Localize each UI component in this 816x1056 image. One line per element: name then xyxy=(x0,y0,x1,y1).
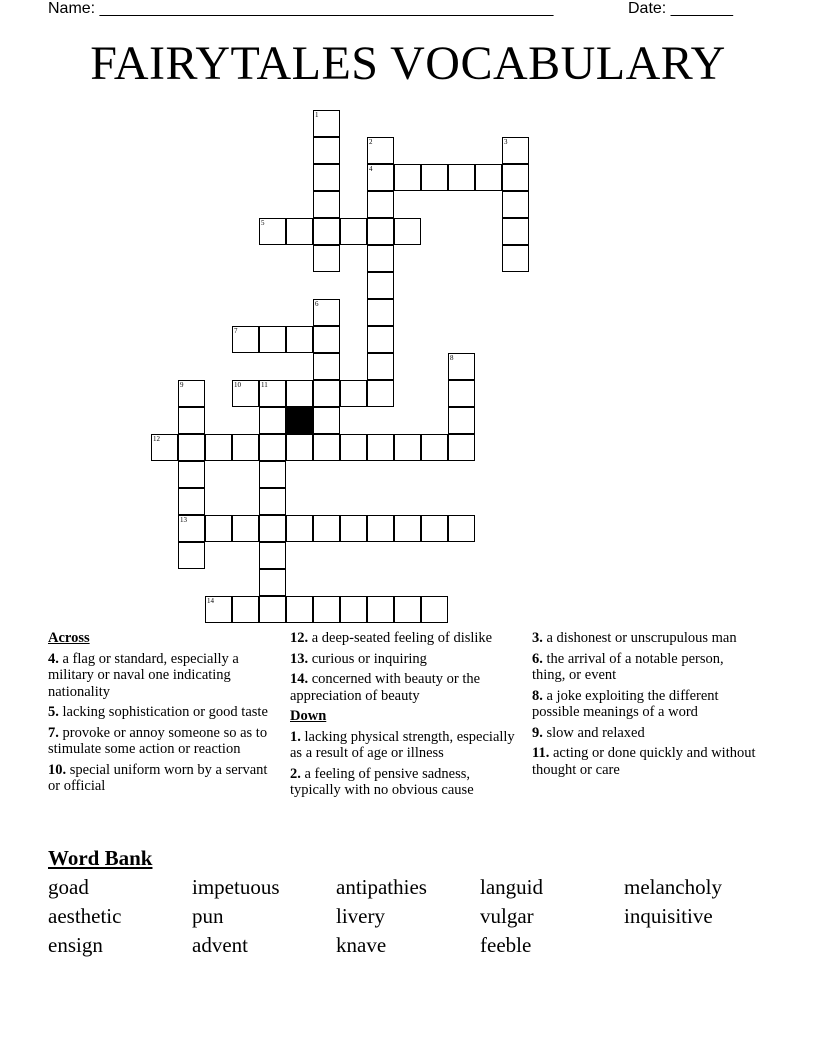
name-line: Name: ___________________________________________________ xyxy=(48,0,554,17)
grid-cell[interactable] xyxy=(367,164,394,191)
grid-cell[interactable] xyxy=(448,515,475,542)
clue-number: 1 xyxy=(315,111,319,119)
word-bank-word: knave xyxy=(336,933,387,957)
grid-cell[interactable] xyxy=(286,326,313,353)
grid-cell[interactable] xyxy=(259,569,286,596)
grid-cell[interactable] xyxy=(448,164,475,191)
clue-text: slow and relaxed xyxy=(542,724,645,741)
grid-cell[interactable] xyxy=(313,137,340,164)
down-heading: Down xyxy=(290,708,327,724)
grid-cell[interactable] xyxy=(178,434,205,461)
clue xyxy=(48,651,278,701)
grid-cell[interactable] xyxy=(340,380,367,407)
clue-number: 2. xyxy=(290,765,301,782)
grid-cell[interactable] xyxy=(178,542,205,569)
grid-cell[interactable] xyxy=(259,434,286,461)
clue xyxy=(532,630,757,647)
clue-text: a feeling of pensive sadness, typically with no obvious cause xyxy=(290,765,474,798)
clue xyxy=(532,688,757,721)
grid-cell[interactable] xyxy=(259,542,286,569)
clue xyxy=(290,651,515,668)
grid-cell[interactable] xyxy=(259,488,286,515)
word-bank-word: impetuous xyxy=(192,875,280,899)
grid-cell[interactable] xyxy=(313,218,340,245)
clue-number: 10 xyxy=(234,381,241,389)
grid-cell[interactable] xyxy=(313,245,340,272)
grid-cell[interactable] xyxy=(313,110,340,137)
clue xyxy=(48,704,278,721)
clue-number: 11. xyxy=(532,745,550,761)
grid-cell[interactable] xyxy=(421,596,448,623)
grid-cell[interactable] xyxy=(178,515,205,542)
grid-cell[interactable] xyxy=(259,407,286,434)
grid-black-cell xyxy=(286,407,313,434)
grid-cell[interactable] xyxy=(313,515,340,542)
grid-cell[interactable] xyxy=(178,461,205,488)
clue-number: 9 xyxy=(180,381,184,389)
grid-cell[interactable] xyxy=(178,488,205,515)
clue-number: 12. xyxy=(290,630,309,646)
grid-cell[interactable] xyxy=(367,137,394,164)
grid-cell[interactable] xyxy=(340,434,367,461)
grid-cell[interactable] xyxy=(367,326,394,353)
grid-cell[interactable] xyxy=(313,407,340,434)
word-bank-word: feeble xyxy=(480,933,532,957)
grid-cell[interactable] xyxy=(475,164,502,191)
word-bank-word: aesthetic xyxy=(48,904,122,928)
grid-cell[interactable] xyxy=(286,434,313,461)
grid-cell[interactable] xyxy=(367,191,394,218)
grid-cell[interactable] xyxy=(205,596,232,623)
grid-cell[interactable] xyxy=(313,596,340,623)
clue-number: 14 xyxy=(207,597,214,605)
clue-number: 1. xyxy=(290,728,301,745)
grid-cell[interactable] xyxy=(421,164,448,191)
grid-cell[interactable] xyxy=(313,353,340,380)
clue xyxy=(290,630,515,647)
word-bank-word: ensign xyxy=(48,933,103,957)
grid-cell[interactable] xyxy=(394,515,421,542)
grid-cell[interactable] xyxy=(367,353,394,380)
grid-cell[interactable] xyxy=(394,164,421,191)
clue-text: provoke or annoy someone so as to stimulate some action or reaction xyxy=(48,724,268,757)
grid-cell[interactable] xyxy=(313,380,340,407)
grid-cell[interactable] xyxy=(259,461,286,488)
grid-cell[interactable] xyxy=(286,515,313,542)
clues-column-1 xyxy=(48,630,278,799)
clues-column-3 xyxy=(532,630,757,782)
clue-text: lacking sophistication or good taste xyxy=(58,704,268,720)
grid-cell[interactable] xyxy=(259,515,286,542)
grid-cell[interactable] xyxy=(367,272,394,299)
word-bank-word: goad xyxy=(48,875,89,899)
clue-number: 8 xyxy=(450,354,454,362)
clue-text: concerned with beauty or the appreciation of beauty xyxy=(290,671,481,704)
grid-cell[interactable] xyxy=(502,137,529,164)
clue-text: the arrival of a notable person, thing, or event xyxy=(532,650,724,683)
grid-cell[interactable] xyxy=(340,218,367,245)
word-bank-word: languid xyxy=(480,875,543,899)
clue-text: special uniform worn by a servant or official xyxy=(48,761,268,794)
grid-cell[interactable] xyxy=(367,245,394,272)
clue-text: lacking physical strength, especially as a result of age or illness xyxy=(290,728,515,761)
grid-cell[interactable] xyxy=(313,299,340,326)
grid-cell[interactable] xyxy=(178,380,205,407)
grid-cell[interactable] xyxy=(367,380,394,407)
clue-number: 4. xyxy=(48,650,59,667)
word-bank-word: inquisitive xyxy=(624,904,713,928)
grid-cell[interactable] xyxy=(259,380,286,407)
grid-cell[interactable] xyxy=(232,326,259,353)
grid-cell[interactable] xyxy=(367,299,394,326)
word-bank-word: pun xyxy=(192,904,224,928)
grid-cell[interactable] xyxy=(394,218,421,245)
clue-number: 13 xyxy=(180,516,187,524)
clue-text: a flag or standard, especially a military or naval one indicating nationality xyxy=(48,650,239,700)
clues-column-2 xyxy=(290,630,515,803)
grid-cell[interactable] xyxy=(259,596,286,623)
grid-cell[interactable] xyxy=(286,218,313,245)
grid-cell[interactable] xyxy=(421,434,448,461)
grid-cell[interactable] xyxy=(259,326,286,353)
grid-cell[interactable] xyxy=(394,596,421,623)
clue-number: 9. xyxy=(532,724,543,741)
clue xyxy=(48,725,278,758)
clue-text: a joke exploiting the different possible meanings of a word xyxy=(532,687,719,720)
word-bank-word: melancholy xyxy=(624,875,722,899)
clue-number: 13. xyxy=(290,650,309,667)
grid-cell[interactable] xyxy=(232,596,259,623)
word-bank-word: antipathies xyxy=(336,875,427,899)
grid-cell[interactable] xyxy=(340,596,367,623)
grid-cell[interactable] xyxy=(205,434,232,461)
clue xyxy=(532,651,757,684)
grid-cell[interactable] xyxy=(286,596,313,623)
clue-text: curious or inquiring xyxy=(308,650,427,667)
clue-number: 7 xyxy=(234,327,238,335)
clue xyxy=(290,766,515,799)
clue-number: 7. xyxy=(48,724,59,741)
word-bank-word: advent xyxy=(192,933,248,957)
clue-number: 12 xyxy=(153,435,160,443)
clue-number: 2 xyxy=(369,138,373,146)
grid-cell[interactable] xyxy=(448,434,475,461)
date-line: Date: _______ xyxy=(628,0,733,17)
clue-text: acting or done quickly and without thought or care xyxy=(532,745,756,778)
clue-text: a deep-seated feeling of dislike xyxy=(308,630,493,646)
grid-cell[interactable] xyxy=(232,515,259,542)
grid-cell[interactable] xyxy=(367,434,394,461)
grid-cell[interactable] xyxy=(313,164,340,191)
grid-cell[interactable] xyxy=(259,218,286,245)
clue-number: 8. xyxy=(532,687,543,704)
clue xyxy=(290,671,515,704)
grid-cell[interactable] xyxy=(178,407,205,434)
grid-cell[interactable] xyxy=(232,380,259,407)
word-bank-word: vulgar xyxy=(480,904,534,928)
grid-cell[interactable] xyxy=(448,353,475,380)
page-title: FAIRYTALES VOCABULARY xyxy=(90,37,726,90)
clue-number: 3 xyxy=(504,138,508,146)
clue-number: 6 xyxy=(315,300,319,308)
grid-cell[interactable] xyxy=(151,434,178,461)
grid-cell[interactable] xyxy=(502,245,529,272)
grid-cell[interactable] xyxy=(502,191,529,218)
grid-cell[interactable] xyxy=(313,191,340,218)
clue-number: 3. xyxy=(532,630,543,646)
clue xyxy=(290,729,515,762)
grid-cell[interactable] xyxy=(367,218,394,245)
grid-cell[interactable] xyxy=(394,434,421,461)
clue-number: 6. xyxy=(532,650,543,667)
clue-number: 10. xyxy=(48,761,67,778)
grid-cell[interactable] xyxy=(448,380,475,407)
grid-cell[interactable] xyxy=(448,407,475,434)
clue-number: 11 xyxy=(261,381,268,389)
grid-cell[interactable] xyxy=(313,434,340,461)
word-bank-word: livery xyxy=(336,904,385,928)
clue xyxy=(532,745,757,778)
grid-cell[interactable] xyxy=(502,164,529,191)
clue-text: a dishonest or unscrupulous man xyxy=(542,630,737,646)
clue xyxy=(532,725,757,742)
grid-cell[interactable] xyxy=(502,218,529,245)
grid-cell[interactable] xyxy=(367,596,394,623)
clue-number: 4 xyxy=(369,165,373,173)
grid-cell[interactable] xyxy=(313,326,340,353)
across-heading: Across xyxy=(48,630,90,646)
grid-cell[interactable] xyxy=(232,434,259,461)
word-bank-title: Word Bank xyxy=(48,846,153,870)
clue-number: 5. xyxy=(48,704,59,720)
grid-cell[interactable] xyxy=(205,515,232,542)
clue-number: 5 xyxy=(261,219,265,227)
grid-cell[interactable] xyxy=(421,515,448,542)
grid-cell[interactable] xyxy=(367,515,394,542)
clue-number: 14. xyxy=(290,671,309,687)
grid-cell[interactable] xyxy=(340,515,367,542)
clue xyxy=(48,762,278,795)
grid-cell[interactable] xyxy=(286,380,313,407)
